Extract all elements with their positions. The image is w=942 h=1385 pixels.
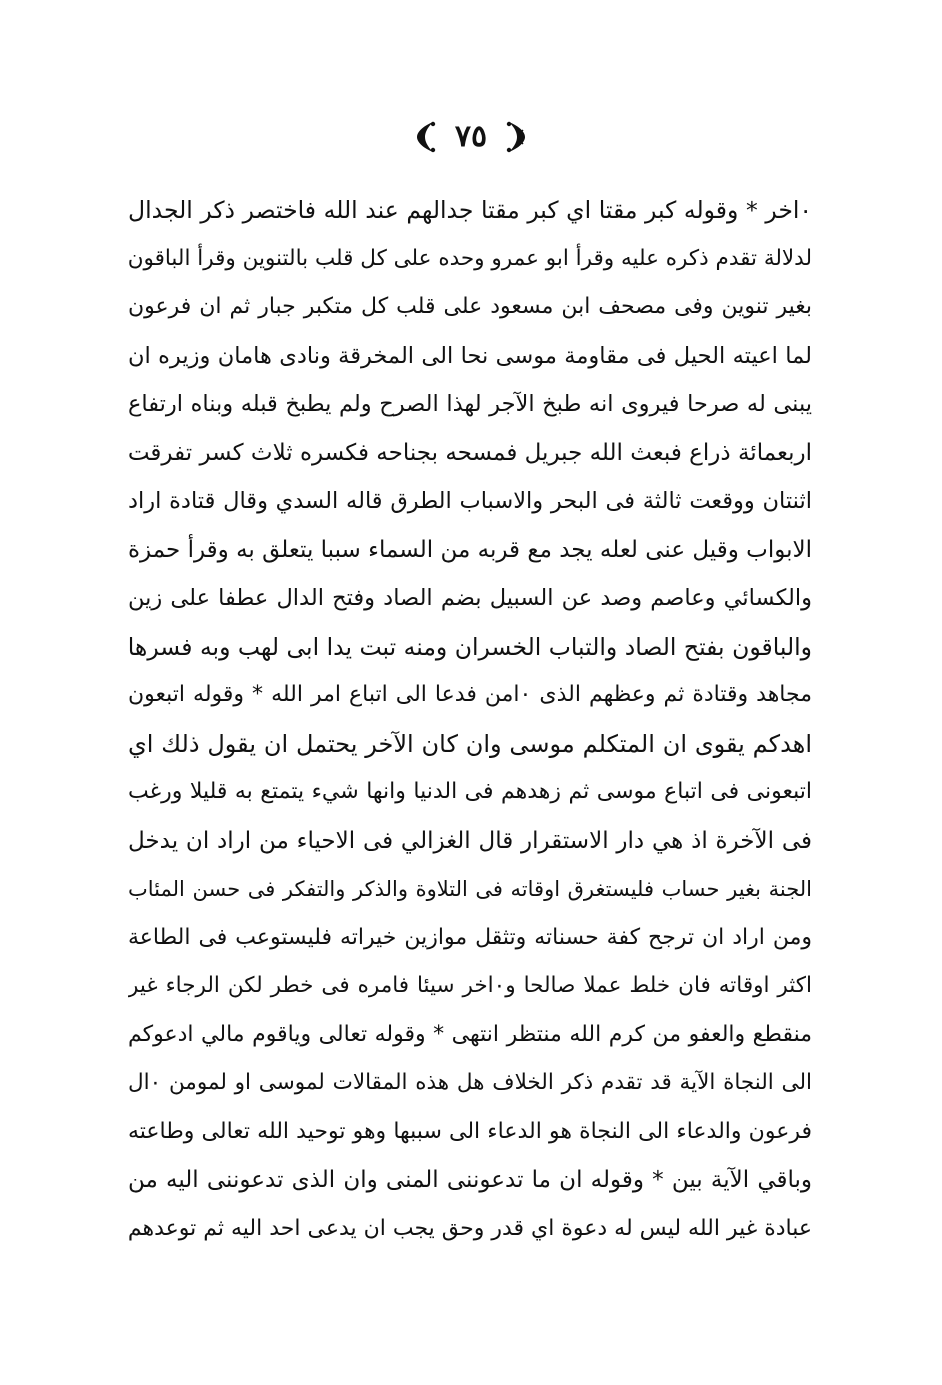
- body-text: [128, 186, 812, 1253]
- text-line: اهدكم يقوى ان المتكلم موسى وان كان الآخر يحتمل ان يقول ذلك اي: [128, 729, 812, 758]
- ornament-bracket-left-icon: [413, 120, 439, 154]
- text-line: الابواب وقيل عنى لعله يجد مع قربه من السماء سببا يتعلق به وقرأ حمزة: [128, 536, 812, 563]
- text-line: منقطع والعفو من كرم الله منتظر انتهى * وقوله تعالى وياقوم مالي ادعوكم: [128, 1021, 812, 1047]
- text-line: لدلالة تقدم ذكره عليه وقرأ ابو عمرو وحده على كل قلب بالتنوين وقرأ الباقون: [128, 245, 812, 271]
- text-line: فرعون والدعاء الى النجاة هو الدعاء الى سببها وهو توحيد الله تعالى وطاعته: [128, 1118, 812, 1144]
- text-line: لما اعيته الحيل فى مقاومة موسى نحا الى المخرقة ونادى هامان وزيره ان: [128, 342, 812, 369]
- text-line: ٠اخر * وقوله كبر مقتا اي كبر مقتا جدالهم عند الله فاختصر ذكر الجدال: [128, 196, 812, 224]
- text-line: اكثر اوقاته فان خلط عملا صالحا و٠اخر سيئا فامره فى خطر لكن الرجاء غير: [128, 973, 812, 998]
- text-line: الجنة بغير حساب فليستغرق اوقاته فى التلاوة والذكر والتفكر فى حسن المئاب: [128, 877, 812, 901]
- text-line: بغير تنوين وفى مصحف ابن مسعود على قلب كل متكبر جبار ثم ان فرعون: [128, 294, 812, 319]
- text-line: اثنتان ووقعت ثالثة فى البحر والاسباب الطرق قاله السدي وقال قتادة اراد: [128, 488, 812, 514]
- page-number: ٧٥: [454, 119, 488, 154]
- ornament-bracket-right-icon: [503, 120, 529, 154]
- text-line: يبنى له صرحا فيروى انه طبخ الآجر لهذا الصرح ولم يطبخ قبله وبناه ارتفاع: [128, 391, 812, 417]
- text-line: مجاهد وقتادة ثم وعظهم الذى ٠امن فدعا الى اتباع امر الله * وقوله اتبعون: [128, 682, 812, 707]
- text-line: وباقي الآية بين * وقوله ان ما تدعوننى المنى وان الذى تدعوننى اليه من: [128, 1167, 812, 1193]
- text-line: اتبعونى فى اتباع موسى ثم زهدهم فى الدنيا وانها شيء يتمتع به قليلا ورغب: [128, 779, 812, 804]
- text-line: ومن اراد ان ترجح كفة حسناته وتثقل موازين خيراته فليستوعب فى الطاعة: [128, 924, 812, 950]
- text-line: الى النجاة الآية قد تقدم ذكر الخلاف هل هذه المقالات لموسى او لمومن ٠ال: [128, 1070, 812, 1095]
- text-line: اربعمائة ذراع فبعث الله جبريل فمسحه بجناحه فكسره ثلاث كسر تفرقت: [128, 439, 812, 466]
- text-line: عبادة غير الله ليس له دعوة اي قدر وحق يجب ان يدعى احد اليه ثم توعدهم: [128, 1215, 812, 1241]
- text-line: فى الآخرة اذ هي دار الاستقرار قال الغزالي فى الاحياء من اراد ان يدخل: [128, 827, 812, 854]
- text-line: والكسائي وعاصم وصد عن السبيل بضم الصاد وفتح الدال عطفا على زين: [128, 585, 812, 611]
- text-line: والباقون بفتح الصاد والتباب الخسران ومنه تبت يدا ابى لهب وبه فسرها: [128, 632, 812, 661]
- page-header: [0, 112, 942, 162]
